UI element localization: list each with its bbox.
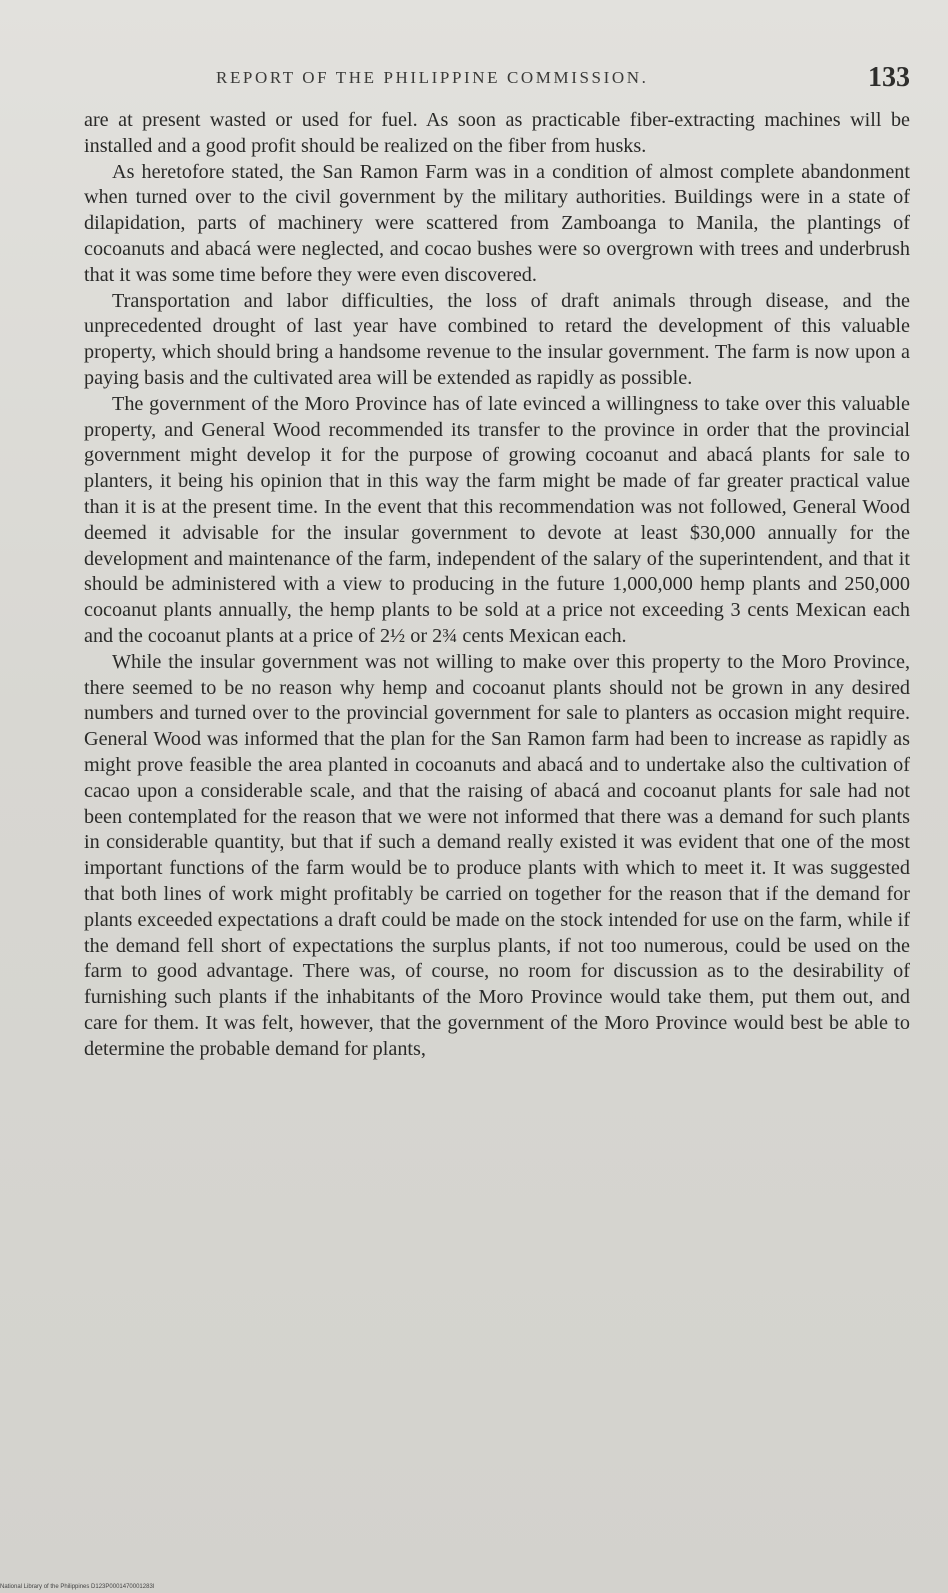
page-header: [86, 60, 912, 100]
page-number: 133: [868, 62, 910, 93]
paragraph-moro-province-proposal: The government of the Moro Province has of late evinced a willingness to take over this valuable property, and General Wood recommended its transfer to the province in order that the provincial government might develop it for the purpose of growing cocoanut and abacá plants for sale to planters, it being his opinion that in this way the farm might be made of far greater practical value than it is at the present time. In the event that this recommendation was not followed, General Wood deemed it advisable for the insular government to devote at least $30,000 annually for the development and maintenance of the farm, independent of the salary of the superintendent, and that it should be administered with a view to producing in the future 1,000,000 hemp plants and 250,000 cocoanut plants annually, the hemp plants to be sold at a price not exceeding 3 cents Mexican each and the cocoanut plants at a price of 2½ or 2¾ cents Mexican each.: [84, 392, 910, 647]
paragraph-continued: are at present wasted or used for fuel. As soon as practicable fiber-extracting machines will be installed and a good profit should be realized on the fiber from husks.: [84, 109, 910, 157]
body-text: [84, 108, 910, 1062]
paragraph-insular-government-response: While the insular government was not willing to make over this property to the Moro Province, there seemed to be no reason why hemp and cocoanut plants should not be grown in any desired numbers and turned over to the provincial government for sale to planters as occasion might require. General Wood was informed that the plan for the San Ramon farm had been to increase as rapidly as might prove feasible the area planted in cocoanuts and abacá and to undertake also the cultivation of cacao upon a considerable scale, and that the raising of abacá and cocoanut plants for sale had not been contemplated for the reason that we were not informed that there was a demand for such plants in considerable quantity, but that if such a demand really existed it was evident that one of the most important functions of the farm would be to produce plants with which to meet it. It was suggested that both lines of work might profitably be carried on together for the reason that if the demand for plants exceeded expectations a draft could be made on the stock intended for use on the farm, while if the demand fell short of expectations the surplus plants, if not too numerous, could be used on the farm to good advantage. There was, of course, no room for discussion as to the desirability of furnishing such plants if the inhabitants of the Moro Province would take them, put them out, and care for them. It was felt, however, that the government of the Moro Province would best be able to determine the probable demand for plants,: [84, 650, 910, 1060]
paragraph-difficulties: Transportation and labor difficulties, the loss of draft animals through disease, and the unprecedented drought of last year have combined to retard the development of this valuable property, which should bring a handsome revenue to the insular government. The farm is now upon a paying basis and the cultivated area will be extended as rapidly as possible.: [84, 289, 910, 389]
running-head: REPORT OF THE PHILIPPINE COMMISSION.: [216, 68, 649, 87]
paragraph-san-ramon-condition: As heretofore stated, the San Ramon Farm was in a condition of almost complete abandonment when turned over to the civil government by the military authorities. Buildings were in a state of dilapidation, parts of machinery were scattered from Zamboanga to Manila, the plantings of cocoanuts and abacá were neglected, and cocao bushes were so overgrown with trees and underbrush that it was some time before they were even discovered.: [84, 160, 910, 286]
scan-credit: National Library of the Philippines D123P0001470001283l: [0, 1584, 155, 1590]
